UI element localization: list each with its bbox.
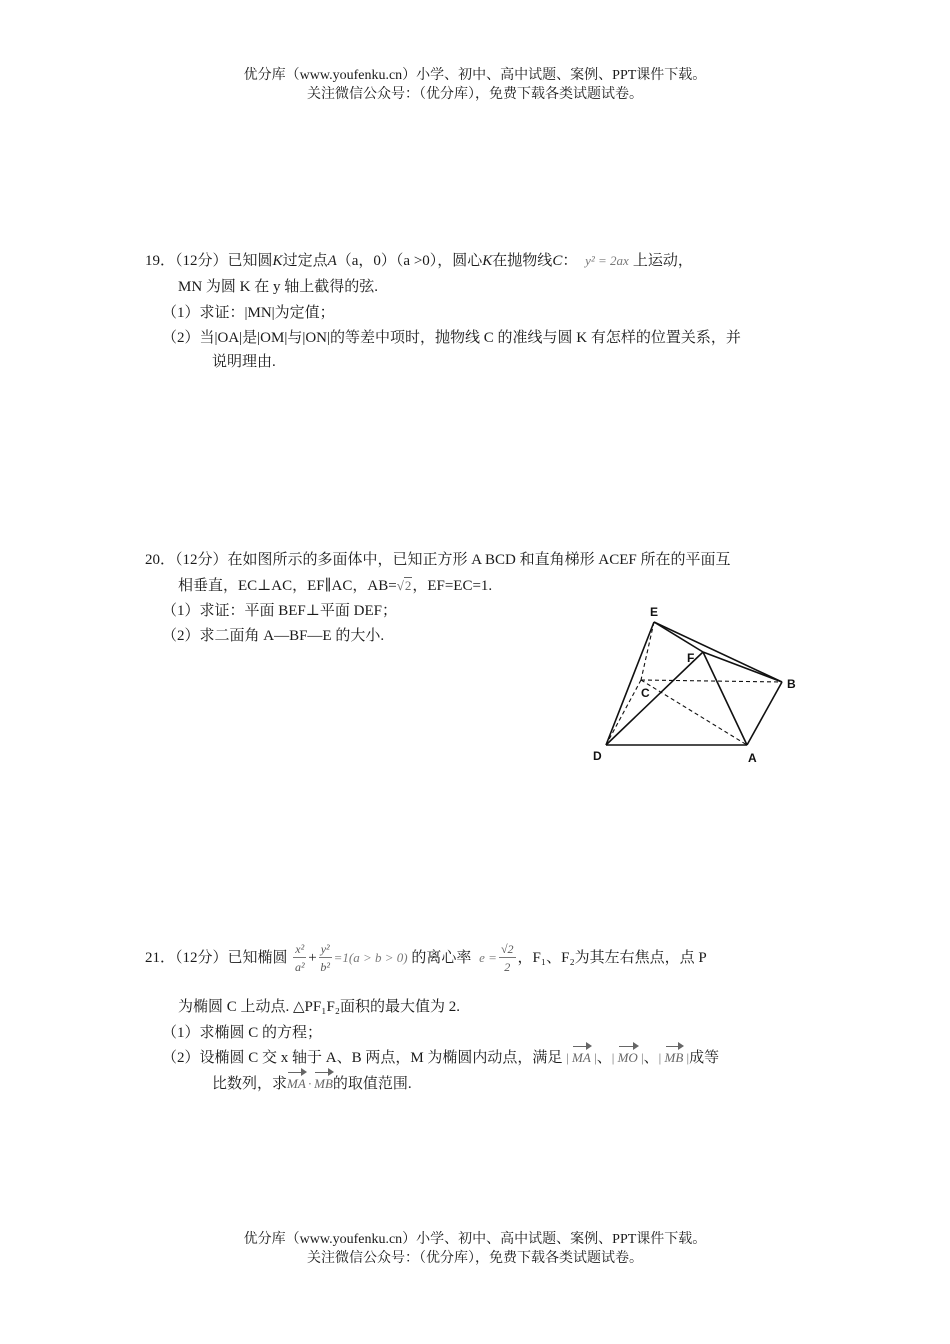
q20-points: （12分） [175, 552, 228, 568]
q19-K2: K [482, 253, 493, 269]
q21-part-2a-text: （2）设椭圆 C 交 x 轴于 A、B 两点，M 为椭圆内动点，满足 [162, 1050, 563, 1066]
q19-line-1 [145, 250, 693, 272]
q19-text-a: 已知圆 [227, 253, 273, 269]
q20-text-a: 在如图所示的多面体中，已知正方形 A BCD 和直角梯形 ACEF 所在的平面互 [227, 552, 731, 568]
q21-frac-x-num: x² [295, 942, 305, 957]
q19-text-c: 在抛物线 [492, 253, 553, 269]
q21-part-2b-end: 的取值范围. [332, 1076, 412, 1092]
q19-equation: y² = 2ax [585, 253, 629, 268]
header-line-2: 关注微信公众号：（优分库），免费下载各类试题试卷。 [307, 87, 643, 102]
q21-part-1: （1）求椭圆 C 的方程； [162, 1025, 323, 1041]
label-F: F [687, 651, 695, 665]
q21-line-2: 为椭圆 C 上动点. △PF₁F₂面积的最大值为 2. [178, 999, 461, 1015]
q21-text-c: ，F₁、F₂为其左右焦点，点 P [517, 950, 707, 966]
q21-text-a: 已知椭圆 [227, 950, 288, 966]
q21-part-2b [212, 1073, 412, 1095]
q21-ecc-num: √2 [500, 942, 514, 957]
q20-part-2: （2）求二面角 A—BF—E 的大小. [162, 628, 385, 644]
q19-part-2b: 说明理由. [212, 354, 276, 370]
edge-FD [606, 652, 703, 745]
q21-ellipse-rhs: =1(a > b > 0) [333, 950, 408, 965]
q21-vec-MA-2: MA [287, 1073, 306, 1095]
q19-line-2: MN 为圆 K 在 y 轴上截得的弦. [178, 279, 379, 295]
q20-line-1 [145, 549, 730, 571]
q21-frac-y-num: y² [320, 942, 330, 957]
q19-part-1: （1）求证：|MN|为定值； [162, 305, 335, 321]
q21-vec-MB-2: MB [314, 1073, 333, 1095]
q20-sqrt-value: 2 [404, 578, 412, 593]
label-C: C [641, 686, 650, 700]
q21-part-2b-text: 比数列，求 [212, 1076, 288, 1092]
q19-coord: （a，0）（a >0），圆心 [336, 253, 483, 269]
q19-part-2a: （2）当|OA|是|OM|与|ON|的等差中项时，抛物线 C 的准线与圆 K 有怎样的位置关系，并 [162, 330, 741, 346]
q19-C: C [552, 253, 563, 269]
edge-CD-hidden [606, 680, 641, 745]
q19-points: （12分） [175, 253, 228, 269]
q20-polyhedron-figure [575, 600, 815, 775]
header-line-1: 优分库（www.youfenku.cn）小学、初中、高中试题、案例、PPT课件下载。 [243, 68, 707, 83]
label-A: A [748, 751, 757, 765]
q21-frac-y-den: b² [320, 960, 330, 975]
q21-dot: · [307, 1076, 313, 1091]
label-B: B [787, 677, 796, 691]
edge-EF [654, 622, 703, 652]
q19-number: 19． [145, 253, 176, 269]
q21-frac-x-den: a² [294, 960, 305, 975]
q19-colon: ： [562, 253, 578, 269]
q21-part-2a [162, 1047, 719, 1069]
q20-line-2 [178, 575, 492, 597]
q21-text-b: 的离心率 [411, 950, 472, 966]
q20-text-b1: 相垂直，EC⊥AC，EF∥AC，AB= [178, 578, 397, 594]
q19-K: K [272, 253, 283, 269]
q21-abs-MO: | MO | [612, 1050, 644, 1065]
q21-vec-MA: MA [572, 1047, 591, 1069]
edge-AB [747, 682, 782, 745]
q21-abs-MA: | MA | [566, 1050, 597, 1065]
q21-ecc-lhs: e = [479, 950, 497, 965]
q21-sep-1: 、 [596, 1050, 612, 1066]
q20-text-b2: ，EF=EC=1. [412, 578, 493, 594]
q21-frac-y [319, 941, 332, 976]
q21-ecc-frac [499, 941, 516, 976]
q21-number: 21． [145, 950, 176, 966]
q19-text-d: 上运动， [632, 253, 693, 269]
edge-EB [654, 622, 782, 682]
q21-line-1: 21．（12分）已知椭圆 $\frac{\text{x²}}{\text{a²}}$ + $\frac{\text{y²}}{\text{b²}}$ =1(a > b > 0) 的离心率 e = $\frac{√2}{2}$ ，F₁、F₂为其左右焦点，点 P [145, 942, 707, 975]
q21-abs-MB: | MB | [659, 1050, 690, 1065]
label-E: E [650, 605, 659, 619]
edge-ED [606, 622, 654, 745]
q21-vec-MB: MB [665, 1047, 684, 1069]
q21-frac-x [293, 941, 306, 976]
q21-part-2a-end: 成等 [689, 1050, 720, 1066]
q21-sep-2: 、 [643, 1050, 659, 1066]
label-D: D [593, 749, 602, 763]
q20-number: 20． [145, 552, 176, 568]
q21-ecc-den: 2 [504, 960, 511, 975]
q20-part-1: （1）求证：平面 BEF⊥平面 DEF； [162, 603, 397, 619]
q20-sqrt: √2 [396, 578, 412, 593]
footer-line-2: 关注微信公众号：（优分库），免费下载各类试题试卷。 [307, 1251, 643, 1266]
q21-vec-MO: MO [618, 1047, 638, 1069]
q21-points: （12分） [175, 950, 228, 966]
edge-CB-hidden [641, 680, 782, 682]
q19-A: A [327, 253, 337, 269]
footer-line-1: 优分库（www.youfenku.cn）小学、初中、高中试题、案例、PPT课件下载。 [243, 1232, 707, 1247]
q19-text-b: 过定点 [282, 253, 328, 269]
